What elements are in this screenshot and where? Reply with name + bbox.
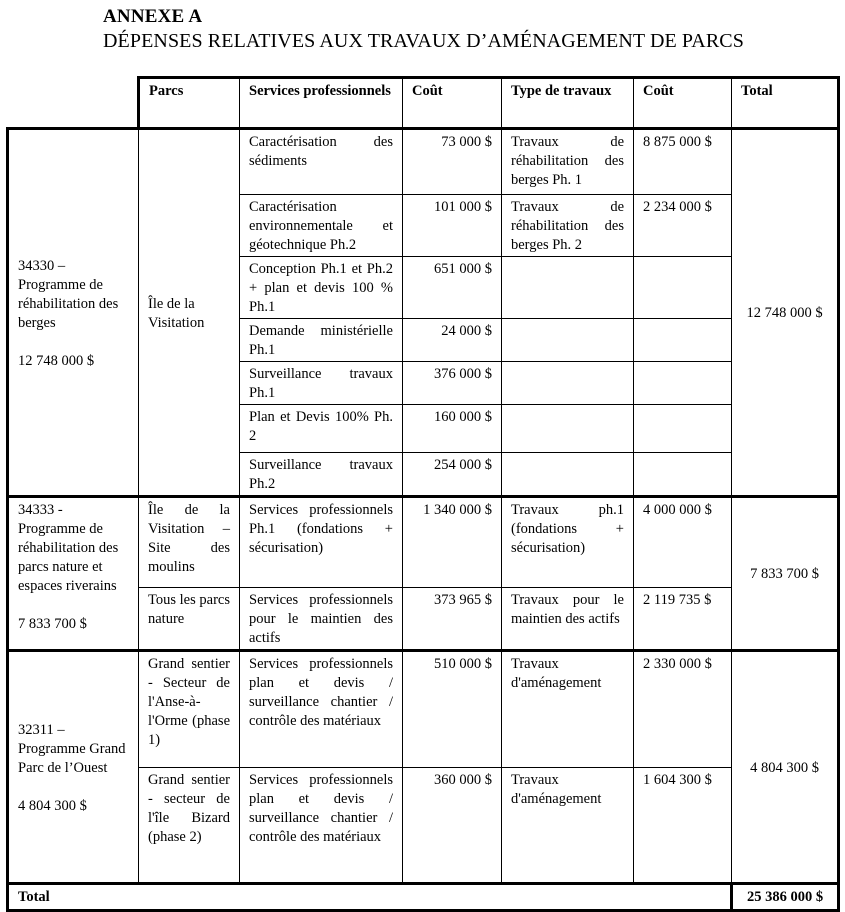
table-total-row — [8, 884, 839, 911]
work-type-cell: Travaux de réhabilitation des berges Ph. 1 — [502, 129, 634, 195]
service-cost-cell: 360 000 $ — [403, 768, 502, 884]
work-cost-cell: 1 604 300 $ — [634, 768, 732, 884]
table-row — [8, 651, 839, 768]
program-cell — [8, 497, 139, 651]
header-cost-work: Coût — [634, 78, 732, 129]
program-cell — [8, 651, 139, 884]
work-cost-cell — [634, 319, 732, 362]
work-cost-cell: 2 234 000 $ — [634, 195, 732, 257]
work-type-cell — [502, 453, 634, 497]
program-amount: 7 833 700 $ — [18, 616, 87, 632]
park-cell: Grand sentier - Secteur de l'Anse-à-l'Orme (phase 1) — [139, 651, 240, 768]
program-total-cell: 4 804 300 $ — [732, 651, 839, 884]
table-header-row — [8, 78, 839, 129]
service-cost-cell: 254 000 $ — [403, 453, 502, 497]
program-total-cell: 12 748 000 $ — [732, 129, 839, 497]
park-cell: Tous les parcs nature — [139, 588, 240, 651]
work-type-cell: Travaux d'aménagement — [502, 651, 634, 768]
program-total-cell: 7 833 700 $ — [732, 497, 839, 651]
service-cell: Services professionnels pour le maintien des actifs — [240, 588, 403, 651]
work-cost-cell — [634, 405, 732, 453]
program-amount: 4 804 300 $ — [18, 797, 87, 814]
service-cell: Services professionnels plan et devis / surveillance chantier / contrôle des matériaux — [240, 768, 403, 884]
work-type-cell — [502, 257, 634, 319]
program-cell — [8, 129, 139, 497]
header-work-type: Type de travaux — [502, 78, 634, 129]
work-type-cell: Travaux de réhabilitation des berges Ph. 2 — [502, 195, 634, 257]
program-amount: 12 748 000 $ — [18, 352, 95, 369]
table-row — [8, 497, 839, 588]
service-cost-cell: 24 000 $ — [403, 319, 502, 362]
service-cell: Services professionnels plan et devis / surveillance chantier / contrôle des matériaux — [240, 651, 403, 768]
work-type-cell — [502, 362, 634, 405]
service-cell: Surveillance travaux Ph.1 — [240, 362, 403, 405]
program-label: 32311 – Programme Grand Parc de l’Ouest — [18, 721, 126, 776]
work-type-cell: Travaux ph.1 (fondations + sécurisation) — [502, 497, 634, 588]
work-cost-cell — [634, 257, 732, 319]
service-cell: Surveillance travaux Ph.2 — [240, 453, 403, 497]
work-cost-cell: 2 119 735 $ — [634, 588, 732, 651]
park-cell: Île de la Visitation – Site des moulins — [139, 497, 240, 588]
header-empty-cell — [8, 78, 139, 129]
table-row — [8, 129, 839, 195]
program-label: 34330 – Programme de réhabilitation des berges — [18, 257, 119, 331]
header-parcs: Parcs — [139, 78, 240, 129]
expenses-table — [6, 76, 840, 912]
service-cost-cell: 651 000 $ — [403, 257, 502, 319]
work-cost-cell: 4 000 000 $ — [634, 497, 732, 588]
grand-total-value: 25 386 000 $ — [732, 884, 839, 911]
work-cost-cell — [634, 453, 732, 497]
service-cost-cell: 510 000 $ — [403, 651, 502, 768]
work-cost-cell: 8 875 000 $ — [634, 129, 732, 195]
service-cell: Caractérisation des sédiments — [240, 129, 403, 195]
service-cell: Conception Ph.1 et Ph.2 + plan et devis 100 % Ph.1 — [240, 257, 403, 319]
program-label: 34333 - Programme de réhabilitation des parcs nature et espaces riverains — [18, 502, 119, 594]
grand-total-label: Total — [8, 884, 732, 911]
park-cell: Île de la Visitation — [139, 129, 240, 497]
service-cell: Caractérisation environnementale et géotechnique Ph.2 — [240, 195, 403, 257]
service-cost-cell: 376 000 $ — [403, 362, 502, 405]
service-cost-cell: 373 965 $ — [403, 588, 502, 651]
document-title: DÉPENSES RELATIVES AUX TRAVAUX D’AMÉNAGEMENT DE PARCS — [103, 30, 744, 52]
service-cell: Demande ministérielle Ph.1 — [240, 319, 403, 362]
annex-heading: ANNEXE A — [103, 6, 203, 27]
work-type-cell: Travaux d'aménagement — [502, 768, 634, 884]
header-cost-services: Coût — [403, 78, 502, 129]
work-type-cell: Travaux pour le maintien des actifs — [502, 588, 634, 651]
service-cost-cell: 1 340 000 $ — [403, 497, 502, 588]
work-cost-cell — [634, 362, 732, 405]
header-total: Total — [732, 78, 839, 129]
service-cost-cell: 73 000 $ — [403, 129, 502, 195]
service-cost-cell: 101 000 $ — [403, 195, 502, 257]
service-cell: Services professionnels Ph.1 (fondations + sécurisation) — [240, 497, 403, 588]
header-services: Services professionnels — [240, 78, 403, 129]
service-cost-cell: 160 000 $ — [403, 405, 502, 453]
work-type-cell — [502, 319, 634, 362]
work-cost-cell: 2 330 000 $ — [634, 651, 732, 768]
park-cell: Grand sentier - secteur de l'île Bizard (phase 2) — [139, 768, 240, 884]
work-type-cell — [502, 405, 634, 453]
service-cell: Plan et Devis 100% Ph. 2 — [240, 405, 403, 453]
